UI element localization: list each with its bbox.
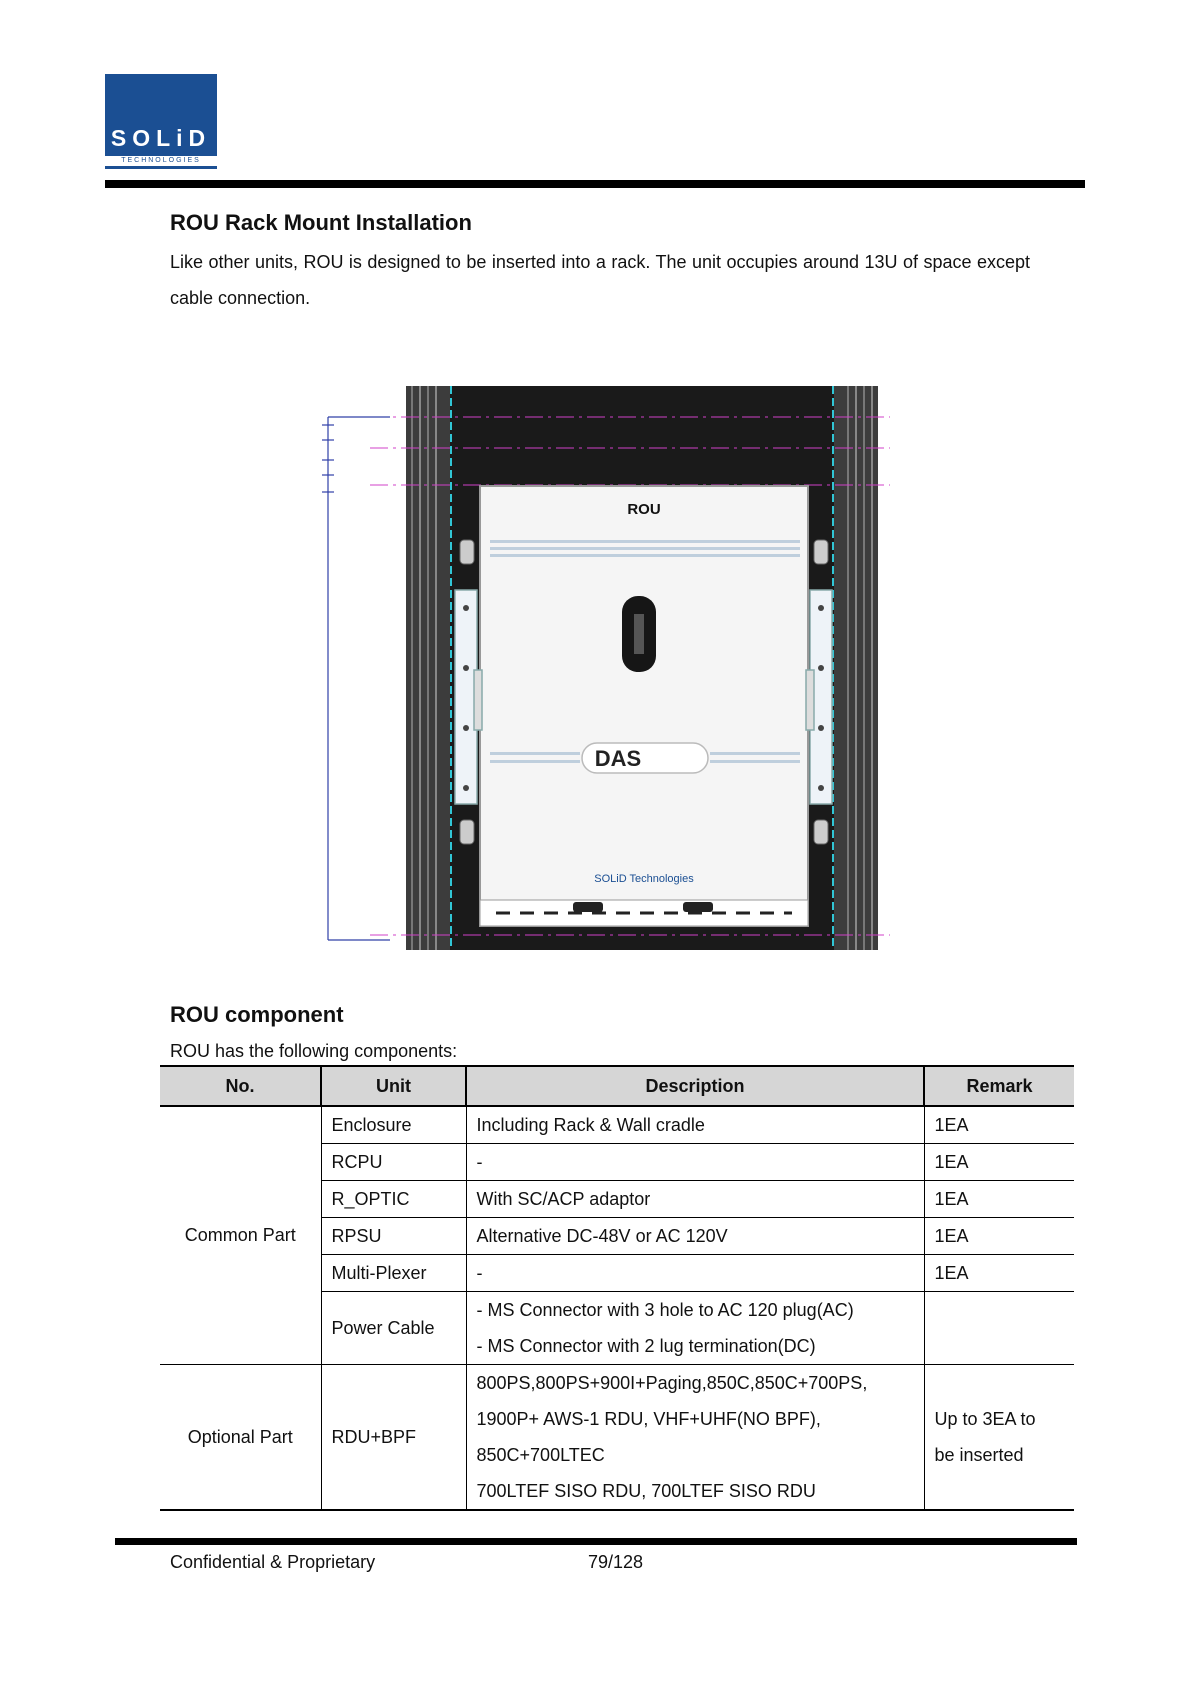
group-common-part: Common Part [160, 1106, 321, 1365]
dimension-marker [322, 417, 390, 940]
remark-cell: 1EA [924, 1106, 1074, 1144]
header-unit: Unit [321, 1066, 466, 1106]
unit-cell: RCPU [321, 1144, 466, 1181]
description-cell [466, 1365, 924, 1511]
remark-cell [924, 1292, 1074, 1365]
rack-mount-figure [300, 380, 900, 955]
das-logo-text: DAS [594, 746, 642, 771]
description-cell: - [466, 1144, 924, 1181]
table-row [160, 1106, 1074, 1144]
remark-cell: 1EA [924, 1181, 1074, 1218]
remark-cell: 1EA [924, 1144, 1074, 1181]
header-description: Description [466, 1066, 924, 1106]
component-intro: ROU has the following components: [170, 1041, 458, 1061]
logo-subtext: TECHNOLOGIES [105, 156, 217, 166]
header-rule [105, 180, 1085, 188]
footer-rule [115, 1538, 1077, 1545]
remark-cell: 1EA [924, 1218, 1074, 1255]
description-cell: Including Rack & Wall cradle [466, 1106, 924, 1144]
description-line: - MS Connector with 2 lug termination(DC) [476, 1336, 816, 1356]
description-line: - MS Connector with 3 hole to AC 120 plug(AC) [476, 1300, 854, 1320]
description-line: 1900P+ AWS-1 RDU, VHF+UHF(NO BPF), [476, 1409, 821, 1429]
unit-cell: R_OPTIC [321, 1181, 466, 1218]
unit-cell: Enclosure [321, 1106, 466, 1144]
section-title-component: ROU component [170, 1002, 344, 1027]
description-cell: Alternative DC-48V or AC 120V [466, 1218, 924, 1255]
remark-line: Up to 3EA to [934, 1409, 1036, 1429]
section-title-rack-mount: ROU Rack Mount Installation [170, 210, 472, 235]
logo-text: SOLiD [110, 125, 212, 151]
left-rail [406, 386, 451, 950]
footer-confidential: Confidential & Proprietary [170, 1552, 376, 1572]
rou-unit [480, 486, 808, 926]
description-cell: With SC/ACP adaptor [466, 1181, 924, 1218]
unit-cell: Power Cable [321, 1292, 466, 1365]
description-line: 700LTEF SISO RDU, 700LTEF SISO RDU [476, 1481, 816, 1501]
description-cell [466, 1292, 924, 1365]
brand-label: SOLiD Technologies [594, 873, 694, 885]
table-row [160, 1365, 1074, 1511]
table-header-row [160, 1066, 1074, 1106]
description-line: 850C+700LTEC [476, 1445, 605, 1465]
component-table [160, 1065, 1074, 1511]
right-rail [833, 386, 878, 950]
page-number: 79/128 [588, 1552, 644, 1572]
header-remark: Remark [924, 1066, 1074, 1106]
header-no: No. [160, 1066, 321, 1106]
description-line: 800PS,800PS+900I+Paging,850C,850C+700PS, [476, 1373, 868, 1393]
description-cell: - [466, 1255, 924, 1292]
rack-mount-paragraph: Like other units, ROU is designed to be inserted into a rack. The unit occupies around 13U of space except cable connection. [170, 252, 1030, 308]
remark-cell: 1EA [924, 1255, 1074, 1292]
rou-unit-label: ROU [627, 501, 661, 518]
group-optional-part: Optional Part [160, 1365, 321, 1511]
unit-cell: RDU+BPF [321, 1365, 466, 1511]
company-logo [105, 74, 217, 169]
unit-cell: RPSU [321, 1218, 466, 1255]
unit-cell: Multi-Plexer [321, 1255, 466, 1292]
remark-cell [924, 1365, 1074, 1511]
remark-line: be inserted [934, 1445, 1024, 1465]
